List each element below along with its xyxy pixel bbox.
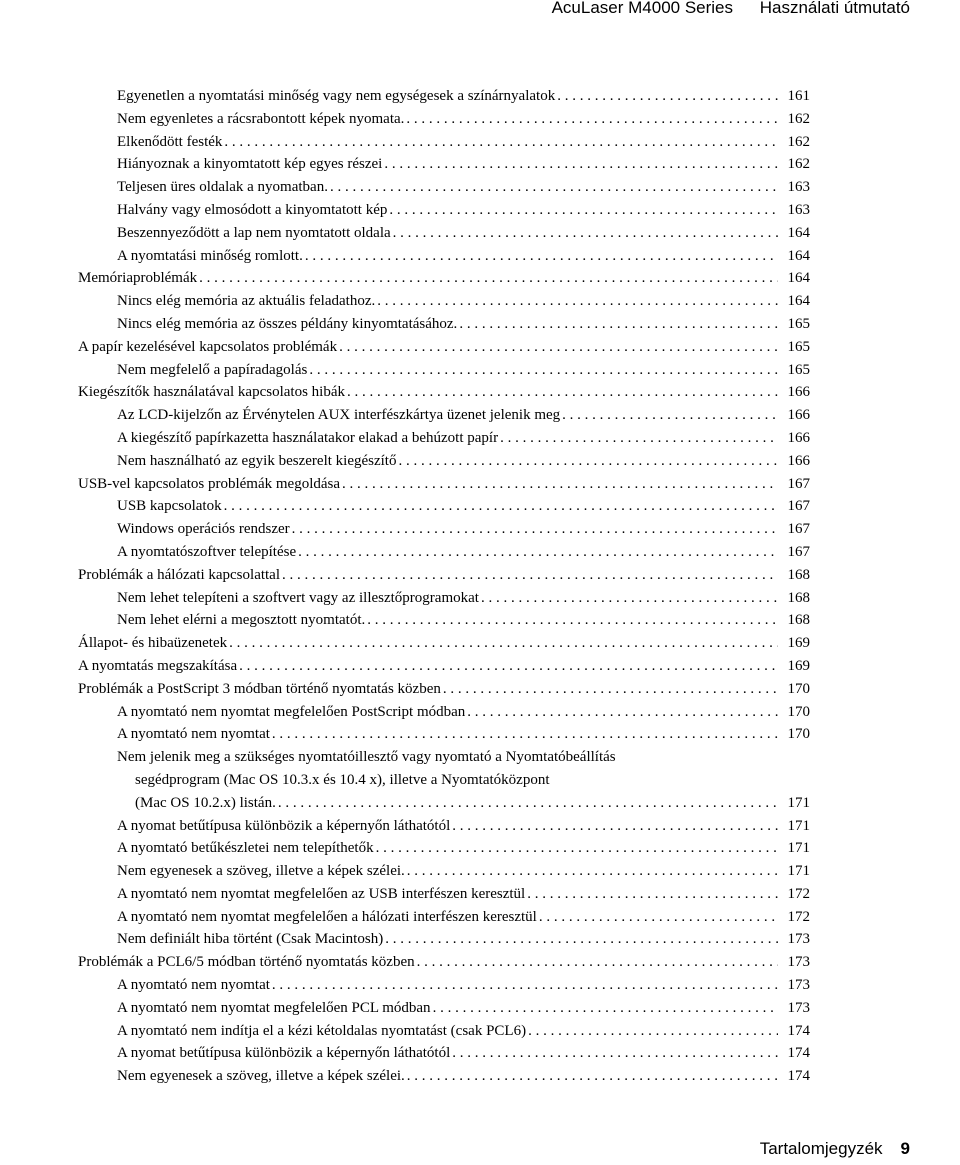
toc-entry[interactable] <box>78 974 810 997</box>
guide-title: Használati útmutató <box>759 0 910 17</box>
toc-dot-leader <box>272 723 778 746</box>
toc-page-number[interactable]: 164 <box>787 224 810 241</box>
toc-page-number[interactable]: 165 <box>787 361 810 378</box>
toc-entry[interactable] <box>78 1020 810 1043</box>
toc-entry[interactable] <box>78 222 810 245</box>
toc-entry-title[interactable]: Teljesen üres oldalak a nyomatban. <box>117 179 328 196</box>
toc-page-number[interactable]: 163 <box>787 179 810 196</box>
toc-entry-title[interactable]: Nem egyenesek a szöveg, illetve a képek szélei. <box>117 1068 405 1085</box>
toc-dot-leader <box>433 997 778 1020</box>
toc-entry[interactable] <box>78 199 810 222</box>
toc-entry[interactable] <box>78 723 810 746</box>
toc-entry[interactable] <box>78 359 810 382</box>
footer-section-title: Tartalomjegyzék <box>759 1139 883 1158</box>
toc-entry[interactable] <box>78 883 810 906</box>
toc-entry-title[interactable]: Állapot- és hibaüzenetek <box>78 635 228 652</box>
toc-entry-title[interactable]: USB kapcsolatok <box>117 498 222 515</box>
toc-dot-leader <box>376 837 778 860</box>
toc-entry-title[interactable]: A papír kezelésével kapcsolatos problémák <box>78 338 338 355</box>
table-of-contents <box>78 85 810 1088</box>
toc-page-number[interactable]: 164 <box>787 293 810 310</box>
toc-entry[interactable] <box>78 815 810 838</box>
toc-page-number[interactable]: 167 <box>787 521 810 538</box>
toc-entry[interactable] <box>78 997 810 1020</box>
toc-dot-leader <box>367 609 778 632</box>
toc-entry-title[interactable]: A nyomtató nem nyomtat <box>117 977 270 994</box>
toc-entry[interactable] <box>78 655 810 678</box>
toc-dot-leader <box>224 131 778 154</box>
toc-page-number[interactable]: 172 <box>787 908 810 925</box>
toc-entry-title[interactable]: Nem egyenletes a rácsrabontott képek nyomata. <box>117 110 405 127</box>
toc-dot-leader <box>443 678 778 701</box>
toc-entry[interactable] <box>78 245 810 268</box>
toc-page-number[interactable]: 173 <box>787 954 810 971</box>
page-header <box>552 0 910 16</box>
toc-entry[interactable] <box>78 1042 810 1065</box>
toc-entry-title[interactable]: A nyomtató betűkészletei nem telepíthetők <box>117 840 374 857</box>
toc-dot-leader <box>309 359 778 382</box>
toc-dot-leader <box>272 974 778 997</box>
toc-entry-title[interactable]: A kiegészítő papírkazetta használatakor elakad a behúzott papír <box>117 429 499 446</box>
toc-page-number[interactable]: 170 <box>787 726 810 743</box>
toc-dot-leader <box>224 495 778 518</box>
toc-entry-title[interactable]: A nyomtató nem indítja el a kézi kétoldalas nyomtatást (csak PCL6) <box>117 1022 527 1039</box>
toc-dot-leader <box>528 1020 778 1043</box>
toc-entry-title[interactable]: A nyomtató nem nyomtat megfelelően a hálózati interfészen keresztül <box>117 908 537 925</box>
toc-entry[interactable] <box>78 518 810 541</box>
toc-page-number[interactable]: 162 <box>787 133 810 150</box>
toc-entry-title-continuation[interactable]: (Mac OS 10.2.x) listán. <box>135 794 276 811</box>
toc-page-number[interactable]: 162 <box>787 156 810 173</box>
toc-page-number[interactable]: 169 <box>787 657 810 674</box>
toc-entry[interactable] <box>78 267 810 290</box>
toc-page-number[interactable]: 174 <box>787 1022 810 1039</box>
toc-dot-leader <box>330 176 778 199</box>
toc-entry[interactable] <box>78 131 810 154</box>
toc-dot-leader <box>377 290 778 313</box>
toc-entry-title[interactable]: A nyomat betűtípusa különbözik a képernyőn láthatótól <box>117 817 451 834</box>
toc-entry-title[interactable]: A nyomtatási minőség romlott. <box>117 247 303 264</box>
toc-entry[interactable] <box>78 404 810 427</box>
toc-dot-leader <box>539 906 778 929</box>
toc-entry-title[interactable]: A nyomtató nem nyomtat megfelelően PostScript módban <box>117 703 466 720</box>
product-name: AcuLaser M4000 Series <box>551 0 734 17</box>
toc-entry[interactable] <box>78 678 810 701</box>
toc-page-number[interactable]: 167 <box>787 475 810 492</box>
toc-entry-title[interactable]: A nyomtatás megszakítása <box>78 657 238 674</box>
toc-dot-leader <box>389 199 778 222</box>
toc-page-number[interactable]: 167 <box>787 543 810 560</box>
toc-entry-title[interactable]: A nyomtató nem nyomtat megfelelően PCL módban <box>117 999 431 1016</box>
toc-entry[interactable] <box>78 427 810 450</box>
toc-dot-leader <box>452 815 778 838</box>
toc-dot-leader <box>407 860 778 883</box>
toc-dot-leader <box>481 587 778 610</box>
toc-entry[interactable] <box>78 336 810 359</box>
toc-page-number[interactable]: 174 <box>787 1045 810 1062</box>
toc-page-number[interactable]: 168 <box>787 566 810 583</box>
toc-entry-title[interactable]: Nem definiált hiba történt (Csak Macintosh) <box>117 931 384 948</box>
toc-entry[interactable] <box>78 587 810 610</box>
toc-entry-continuation[interactable] <box>78 792 810 815</box>
toc-dot-leader <box>298 541 778 564</box>
toc-page-number[interactable]: 164 <box>787 247 810 264</box>
toc-dot-leader <box>459 313 778 336</box>
toc-entry-title[interactable]: A nyomtatószoftver telepítése <box>117 543 297 560</box>
toc-page-number[interactable]: 171 <box>787 863 810 880</box>
toc-dot-leader <box>199 267 778 290</box>
toc-entry[interactable] <box>78 313 810 336</box>
toc-entry[interactable] <box>78 860 810 883</box>
toc-entry-title[interactable]: Problémák a PostScript 3 módban történő nyomtatás közben <box>78 680 441 697</box>
toc-dot-leader <box>385 928 778 951</box>
toc-entry[interactable] <box>78 153 810 176</box>
toc-page-number[interactable]: 166 <box>787 407 810 424</box>
toc-entry-title[interactable]: A nyomat betűtípusa különbözik a képernyőn láthatótól <box>117 1045 451 1062</box>
toc-entry-title[interactable]: Memóriaproblémák <box>78 270 198 287</box>
toc-dot-leader <box>347 381 778 404</box>
toc-entry-title[interactable]: Hiányoznak a kinyomtatott kép egyes részei <box>117 156 383 173</box>
toc-dot-leader <box>292 518 778 541</box>
toc-page-number[interactable]: 164 <box>787 270 810 287</box>
toc-dot-leader <box>500 427 778 450</box>
toc-entry-title[interactable]: Nem lehet elérni a megosztott nyomtatót. <box>117 612 366 629</box>
toc-entry-title[interactable]: Elkenődött festék <box>117 133 223 150</box>
toc-entry-title[interactable]: A nyomtató nem nyomtat megfelelően az USB interfészen keresztül <box>117 885 526 902</box>
toc-page-number[interactable]: 173 <box>787 931 810 948</box>
toc-entry-title[interactable]: Nem megfelelő a papíradagolás <box>117 361 308 378</box>
toc-page-number[interactable]: 171 <box>787 794 810 811</box>
toc-dot-leader <box>406 108 778 131</box>
toc-entry[interactable] <box>78 290 810 313</box>
page-footer <box>760 1139 910 1159</box>
toc-entry-title[interactable]: Nem jelenik meg a szükséges nyomtatóillesztő vagy nyomtató a Nyomtatóbeállítás <box>117 749 616 766</box>
toc-entry-title[interactable]: A nyomtató nem nyomtat <box>117 726 270 743</box>
toc-entry-title[interactable]: Problémák a PCL6/5 módban történő nyomtatás közben <box>78 954 415 971</box>
toc-entry[interactable] <box>78 541 810 564</box>
toc-page-number[interactable]: 168 <box>787 612 810 629</box>
toc-entry-title[interactable]: Nem egyenesek a szöveg, illetve a képek szélei. <box>117 863 405 880</box>
toc-entry-title[interactable]: Kiegészítők használatával kapcsolatos hibák <box>78 384 345 401</box>
toc-page-number[interactable]: 170 <box>787 680 810 697</box>
toc-entry[interactable] <box>78 951 810 974</box>
toc-entry[interactable] <box>78 450 810 473</box>
toc-entry[interactable] <box>78 609 810 632</box>
toc-entry[interactable] <box>78 1065 810 1088</box>
toc-page-number[interactable]: 174 <box>787 1068 810 1085</box>
toc-dot-leader <box>305 245 778 268</box>
toc-entry[interactable] <box>78 473 810 496</box>
toc-entry-title[interactable]: Egyenetlen a nyomtatási minőség vagy nem egységesek a színárnyalatok <box>117 88 556 104</box>
toc-dot-leader <box>342 473 778 496</box>
toc-entry-title[interactable]: Nem lehet telepíteni a szoftvert vagy az illesztőprogramokat <box>117 589 479 606</box>
toc-dot-leader <box>229 632 778 655</box>
toc-entry[interactable] <box>78 928 810 951</box>
toc-entry-title[interactable]: Az LCD-kijelzőn az Érvénytelen AUX interfészkártya üzenet jelenik meg <box>117 407 561 424</box>
toc-entry[interactable] <box>78 381 810 404</box>
toc-entry-title[interactable]: Problémák a hálózati kapcsolattal <box>78 566 281 583</box>
toc-page-number[interactable]: 172 <box>787 885 810 902</box>
toc-page-number[interactable]: 171 <box>787 840 810 857</box>
footer-page-number: 9 <box>900 1139 910 1158</box>
toc-dot-leader <box>393 222 778 245</box>
toc-entry-title[interactable]: Windows operációs rendszer <box>117 521 290 538</box>
toc-dot-leader <box>278 792 778 815</box>
toc-dot-leader <box>339 336 778 359</box>
toc-entry[interactable] <box>78 85 810 108</box>
toc-entry[interactable] <box>78 108 810 131</box>
toc-entry[interactable] <box>78 564 810 587</box>
toc-page-number[interactable]: 165 <box>787 315 810 332</box>
toc-page-number[interactable]: 168 <box>787 589 810 606</box>
toc-entry[interactable] <box>78 176 810 199</box>
toc-page-number[interactable]: 173 <box>787 999 810 1016</box>
toc-dot-leader <box>407 1065 778 1088</box>
toc-page-number[interactable]: 166 <box>787 429 810 446</box>
toc-entry-title[interactable]: Beszennyeződött a lap nem nyomtatott oldala <box>117 224 391 241</box>
toc-entry-title[interactable]: Nincs elég memória az aktuális feladathoz. <box>117 293 376 310</box>
toc-dot-leader <box>417 951 778 974</box>
toc-dot-leader <box>452 1042 778 1065</box>
toc-entry[interactable] <box>78 701 810 724</box>
toc-page-number[interactable]: 170 <box>787 703 810 720</box>
toc-page-number[interactable]: 166 <box>787 384 810 401</box>
toc-page-number[interactable]: 169 <box>787 635 810 652</box>
toc-dot-leader <box>467 701 778 724</box>
toc-entry-title[interactable]: Nem használható az egyik beszerelt kiegészítő <box>117 452 397 469</box>
toc-entry[interactable] <box>78 906 810 929</box>
toc-page-number[interactable]: 165 <box>787 338 810 355</box>
toc-page-number[interactable]: 161 <box>787 88 810 104</box>
toc-dot-leader <box>384 153 778 176</box>
toc-dot-leader <box>239 655 778 678</box>
toc-dot-leader <box>398 450 778 473</box>
toc-entry-continuation[interactable] <box>78 769 810 792</box>
toc-entry[interactable] <box>78 746 810 769</box>
toc-entry-title[interactable]: Nincs elég memória az összes példány kinyomtatásához. <box>117 315 458 332</box>
toc-entry-title-continuation[interactable]: segédprogram (Mac OS 10.3.x és 10.4 x), illetve a Nyomtatóközpont <box>135 771 550 788</box>
toc-dot-leader <box>282 564 778 587</box>
toc-page-number[interactable]: 163 <box>787 201 810 218</box>
toc-entry-title[interactable]: Halvány vagy elmosódott a kinyomtatott kép <box>117 201 388 218</box>
toc-dot-leader <box>562 404 778 427</box>
toc-page-number[interactable]: 167 <box>787 498 810 515</box>
toc-dot-leader <box>527 883 778 906</box>
toc-entry[interactable] <box>78 495 810 518</box>
toc-page-number[interactable]: 166 <box>787 452 810 469</box>
toc-entry-title[interactable]: USB-vel kapcsolatos problémák megoldása <box>78 475 341 492</box>
toc-dot-leader <box>557 85 778 108</box>
toc-entry[interactable] <box>78 632 810 655</box>
toc-page-number[interactable]: 162 <box>787 110 810 127</box>
toc-entry[interactable] <box>78 837 810 860</box>
toc-page-number[interactable]: 173 <box>787 977 810 994</box>
toc-page-number[interactable]: 171 <box>787 817 810 834</box>
